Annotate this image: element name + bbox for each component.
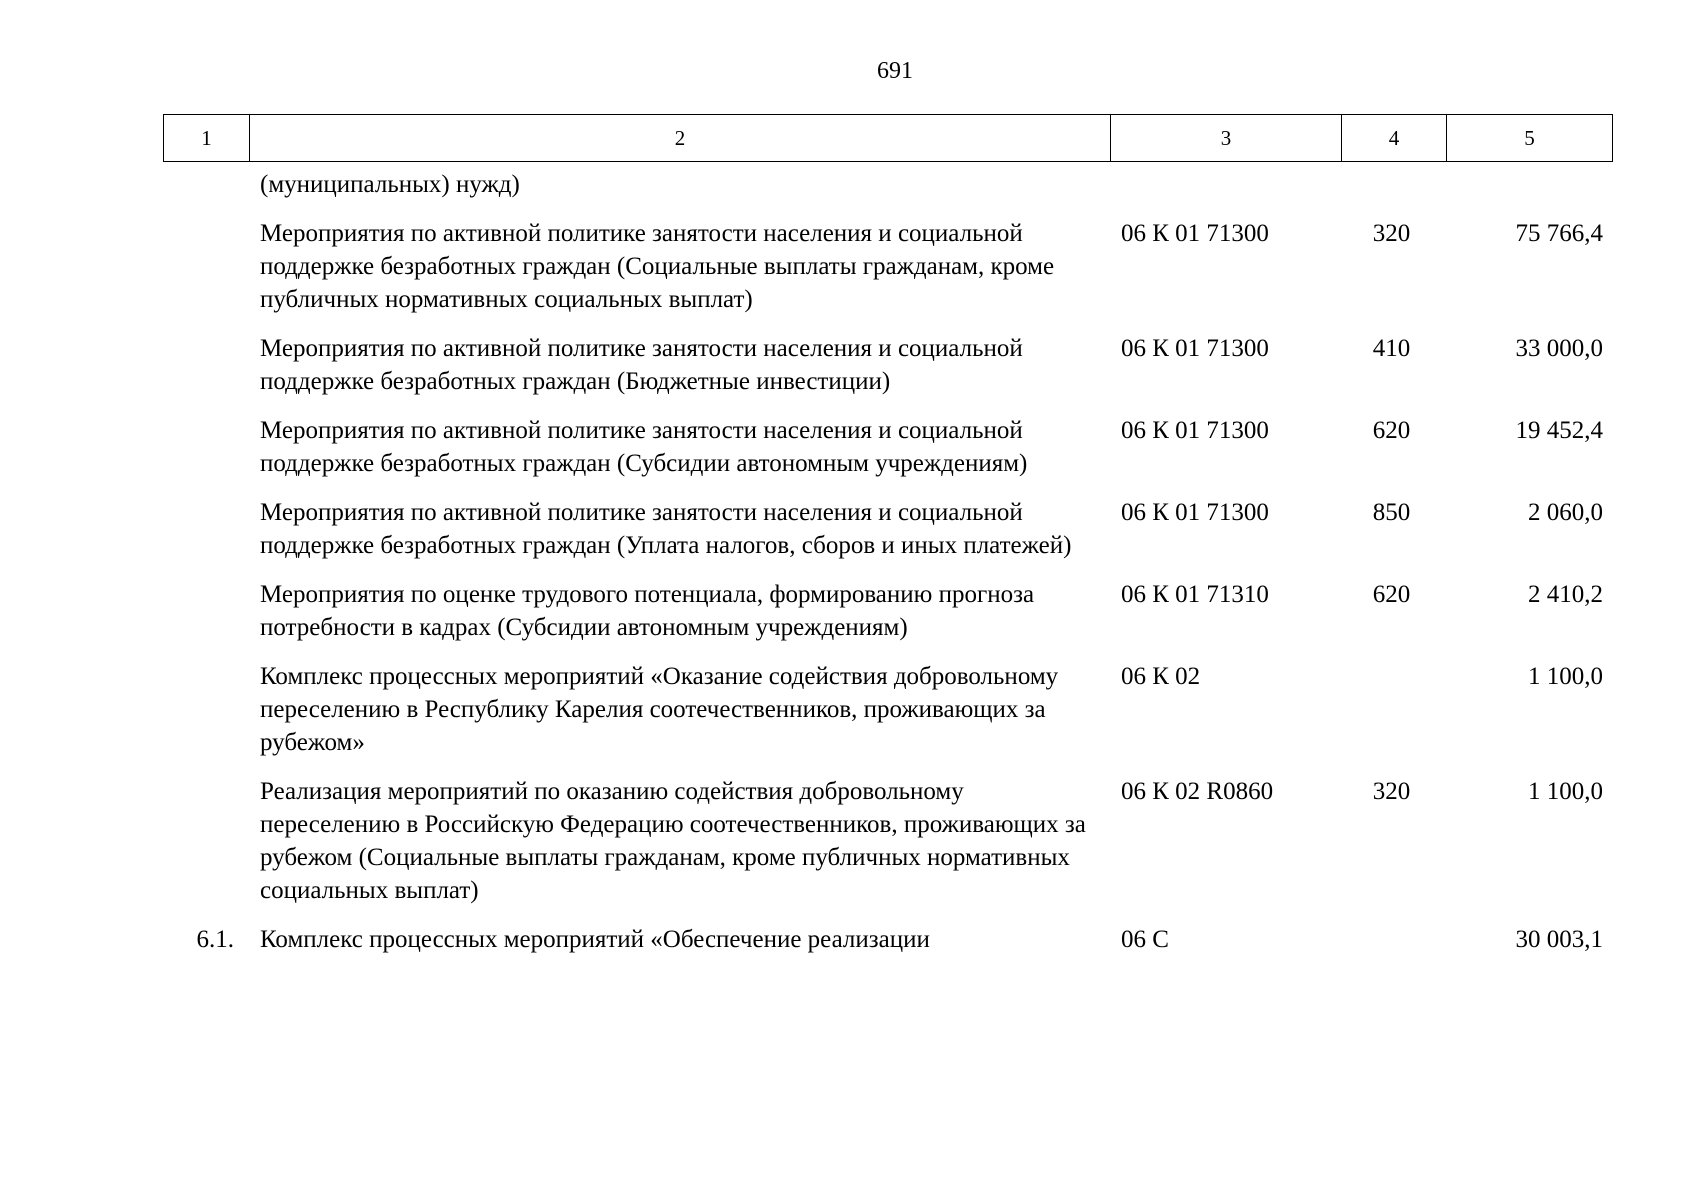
row-amount: 2 410,2 — [1528, 581, 1603, 608]
table-row — [163, 775, 1612, 907]
row-name: Мероприятия по активной политике занятости населения и социальной поддержке безработных граждан (Бюджетные инвестиции) — [260, 335, 1023, 395]
row-code: 06 К 02 R0860 — [1121, 778, 1274, 805]
header-row — [164, 115, 1613, 162]
header-col-5: 5 — [1447, 115, 1613, 162]
row-amount: 1 100,0 — [1528, 778, 1603, 805]
row-name: Реализация мероприятий по оказанию содействия добровольному переселению в Российскую Федерацию соотечественников, проживающих за рубежом (Социальные выплаты гражданам, кроме публичных нормативных социальных выплат) — [260, 778, 1086, 904]
row-name: Мероприятия по активной политике занятости населения и социальной поддержке безработных граждан (Субсидии автономным учреждениям) — [260, 417, 1028, 477]
table-header — [163, 114, 1613, 162]
table-row — [163, 168, 1612, 201]
table-row — [163, 923, 1612, 956]
row-name: Мероприятия по активной политике занятости населения и социальной поддержке безработных граждан (Уплата налогов, сборов и иных платежей) — [260, 499, 1072, 559]
row-name: Комплекс процессных мероприятий «Оказание содействия добровольному переселению в Республику Карелия соотечественников, проживающих за рубежом» — [260, 663, 1059, 756]
row-type: 320 — [1372, 778, 1411, 805]
page-number: 691 — [877, 58, 913, 84]
table-row — [163, 660, 1612, 759]
row-type: 410 — [1372, 335, 1411, 362]
row-number: 6.1. — [196, 926, 234, 953]
row-name: (муниципальных) нужд) — [260, 171, 520, 198]
header-col-4: 4 — [1342, 115, 1447, 162]
row-code: 06 С — [1121, 926, 1169, 953]
row-code: 06 К 01 71310 — [1121, 581, 1269, 608]
row-code: 06 К 01 71300 — [1121, 499, 1269, 526]
row-amount: 75 766,4 — [1515, 220, 1603, 247]
row-amount: 19 452,4 — [1515, 417, 1603, 444]
table-row — [163, 217, 1612, 316]
row-amount: 1 100,0 — [1528, 663, 1603, 690]
row-name: Комплекс процессных мероприятий «Обеспечение реализации — [260, 926, 930, 953]
row-code: 06 К 01 71300 — [1121, 417, 1269, 444]
row-type: 620 — [1372, 417, 1411, 444]
row-type: 620 — [1372, 581, 1411, 608]
row-code: 06 К 01 71300 — [1121, 220, 1269, 247]
row-amount: 30 003,1 — [1515, 926, 1603, 953]
row-code: 06 К 02 — [1121, 663, 1201, 690]
table-row — [163, 332, 1612, 398]
row-type: 320 — [1372, 220, 1411, 247]
table-row — [163, 578, 1612, 644]
header-col-2: 2 — [250, 115, 1111, 162]
row-name: Мероприятия по активной политике занятости населения и социальной поддержке безработных граждан (Социальные выплаты гражданам, кроме публичных нормативных социальных выплат) — [260, 220, 1055, 313]
header-col-3: 3 — [1111, 115, 1342, 162]
row-type: 850 — [1372, 499, 1411, 526]
table-row — [163, 496, 1612, 562]
row-amount: 33 000,0 — [1515, 335, 1603, 362]
row-name: Мероприятия по оценке трудового потенциала, формированию прогноза потребности в кадрах (Субсидии автономным учреждениям) — [260, 581, 1035, 641]
row-code: 06 К 01 71300 — [1121, 335, 1269, 362]
row-amount: 2 060,0 — [1528, 499, 1603, 526]
table-row — [163, 414, 1612, 480]
header-col-1: 1 — [164, 115, 250, 162]
table-body — [163, 168, 1612, 956]
